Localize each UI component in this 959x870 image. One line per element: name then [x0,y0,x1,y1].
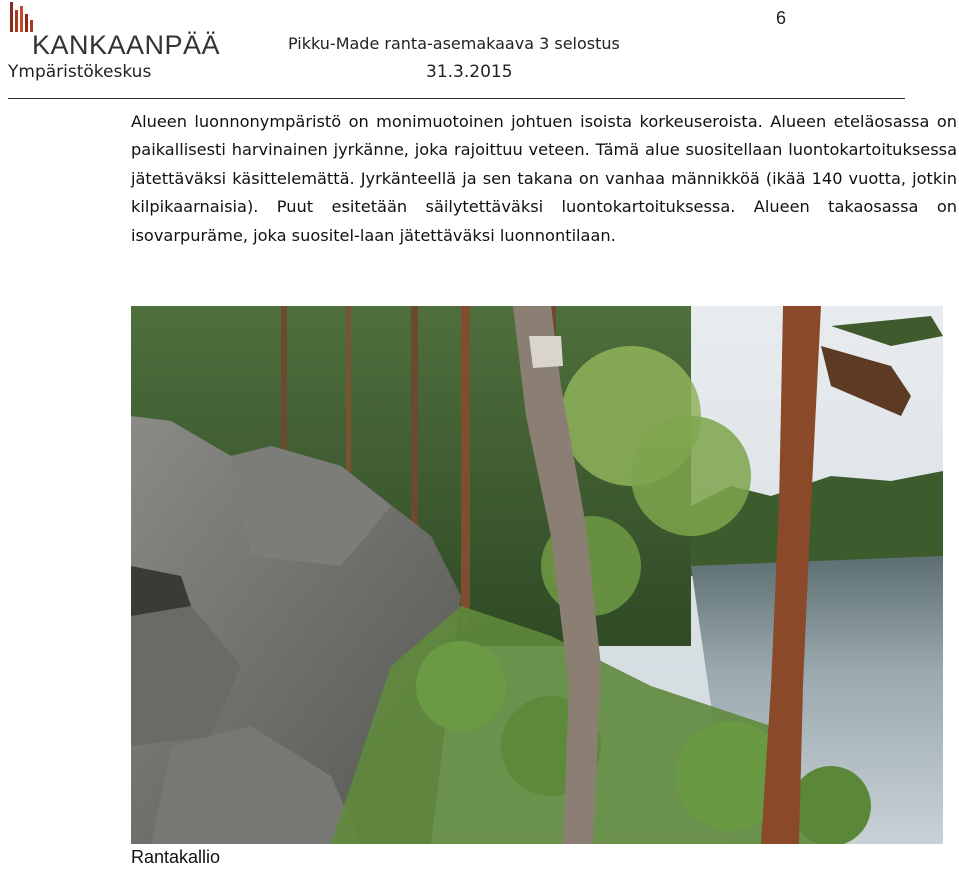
document-title: Pikku-Made ranta-asemakaava 3 selostus [288,34,620,53]
body-paragraph: Alueen luonnonympäristö on monimuotoinen johtuen isoista korkeuseroista. Alueen eteläosassa on paikallisesti harvinainen jyrkänne, joka rajoittuu veteen. Tämä alue suositellaan luontokartoituksessa jätettäväksi käsittelemättä. Jyrkänteellä ja sen takana on vanhaa männikköä (ikää 140 vuotta, jotkin kilpikaarnaisia). Puut esitetään säilytettäväksi luontokartoituksessa. Alueen takaosassa on isovarpuräme, joka suositel-laan jätettäväksi luonnontilaan. [131,112,957,245]
photo-caption: Rantakallio [131,847,221,867]
header-divider [8,98,905,99]
logo-wordmark: KANKAANPÄÄ [32,30,221,60]
shore-rock-photo [131,306,943,844]
org-unit: Ympäristökeskus [8,62,152,82]
document-date: 31.3.2015 [426,62,513,82]
kankaanpaa-logo [8,0,248,60]
logo-bars-icon [8,0,34,34]
page-number: 6 [776,8,787,28]
